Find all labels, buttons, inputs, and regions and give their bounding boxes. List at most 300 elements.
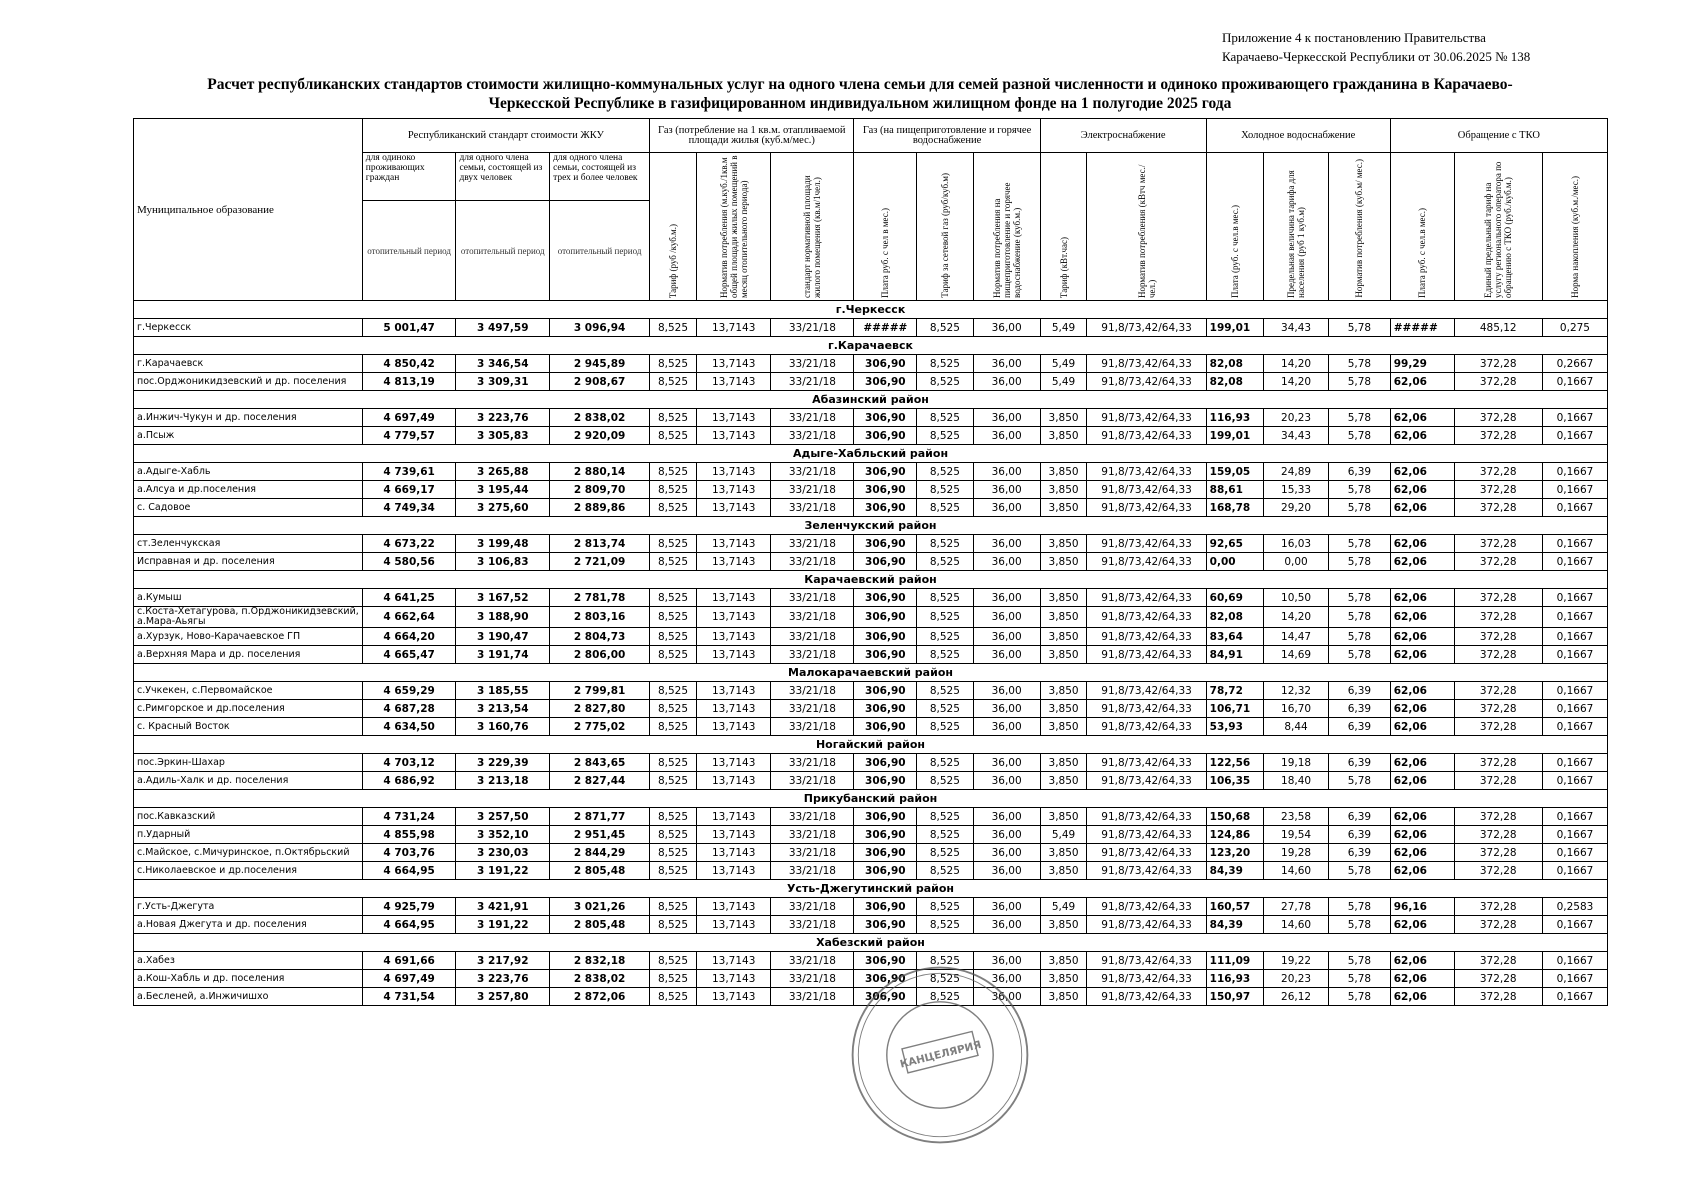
value-cell: 2 872,06 bbox=[550, 988, 650, 1006]
value-cell: 0,1667 bbox=[1542, 952, 1607, 970]
municipality-cell: г.Черкесск bbox=[134, 319, 363, 337]
value-cell: 8,525 bbox=[917, 589, 973, 607]
header-waste-payment: Плата руб. с чел.в мес.) bbox=[1390, 153, 1454, 301]
value-cell: 150,97 bbox=[1206, 988, 1263, 1006]
value-cell: 3,850 bbox=[1040, 916, 1087, 934]
value-cell: 3 021,26 bbox=[550, 898, 650, 916]
value-cell: 8,525 bbox=[650, 718, 697, 736]
table-row bbox=[134, 553, 1608, 571]
municipality-cell: а.Адыге-Хабль bbox=[134, 463, 363, 481]
municipality-cell: с.Майское, с.Мичуринское, п.Октябрьский bbox=[134, 844, 363, 862]
value-cell: 2 721,09 bbox=[550, 553, 650, 571]
value-cell: 199,01 bbox=[1206, 427, 1263, 445]
section-row bbox=[134, 790, 1608, 808]
value-cell: 124,86 bbox=[1206, 826, 1263, 844]
value-cell: 5,78 bbox=[1329, 373, 1391, 391]
value-cell: 3 257,50 bbox=[456, 808, 550, 826]
value-cell: 106,71 bbox=[1206, 700, 1263, 718]
value-cell: 91,8/73,42/64,33 bbox=[1087, 499, 1206, 517]
value-cell: 5,49 bbox=[1040, 826, 1087, 844]
value-cell: 150,68 bbox=[1206, 808, 1263, 826]
section-title: Ногайский район bbox=[134, 736, 1608, 754]
value-cell: 4 687,28 bbox=[362, 700, 456, 718]
value-cell: 3,850 bbox=[1040, 808, 1087, 826]
section-row bbox=[134, 880, 1608, 898]
value-cell: 116,93 bbox=[1206, 970, 1263, 988]
header-municipality: Муниципальное образование bbox=[134, 119, 363, 301]
value-cell: 91,8/73,42/64,33 bbox=[1087, 898, 1206, 916]
value-cell: 13,7143 bbox=[696, 427, 770, 445]
value-cell: 53,93 bbox=[1206, 718, 1263, 736]
value-cell: 0,2667 bbox=[1542, 355, 1607, 373]
header-heating-period: отопительный период bbox=[550, 201, 650, 301]
value-cell: 3,850 bbox=[1040, 589, 1087, 607]
value-cell: 8,525 bbox=[650, 970, 697, 988]
stamp-label: КАНЦЕЛЯРИЯ bbox=[898, 1038, 983, 1071]
value-cell: 2 827,44 bbox=[550, 772, 650, 790]
value-cell: 2 838,02 bbox=[550, 970, 650, 988]
value-cell: 0,1667 bbox=[1542, 646, 1607, 664]
municipality-cell: с. Садовое bbox=[134, 499, 363, 517]
municipality-cell: а.Новая Джегута и др. поселения bbox=[134, 916, 363, 934]
value-cell: 92,65 bbox=[1206, 535, 1263, 553]
value-cell: 36,00 bbox=[973, 826, 1040, 844]
table-row bbox=[134, 898, 1608, 916]
value-cell: 3 275,60 bbox=[456, 499, 550, 517]
value-cell: 2 775,02 bbox=[550, 718, 650, 736]
value-cell: 33/21/18 bbox=[771, 952, 854, 970]
value-cell: 91,8/73,42/64,33 bbox=[1087, 535, 1206, 553]
value-cell: 0,1667 bbox=[1542, 754, 1607, 772]
value-cell: 2 805,48 bbox=[550, 916, 650, 934]
value-cell: 111,09 bbox=[1206, 952, 1263, 970]
table-row bbox=[134, 718, 1608, 736]
value-cell: 36,00 bbox=[973, 952, 1040, 970]
value-cell: 8,44 bbox=[1264, 718, 1329, 736]
value-cell: 306,90 bbox=[854, 499, 917, 517]
table-row bbox=[134, 481, 1608, 499]
value-cell: 36,00 bbox=[973, 499, 1040, 517]
value-cell: 0,2583 bbox=[1542, 898, 1607, 916]
value-cell: 306,90 bbox=[854, 826, 917, 844]
municipality-cell: с.Коста-Хетагурова, п.Орджоникидзевский, а.Мара-Аьягы bbox=[134, 607, 363, 628]
value-cell: 14,20 bbox=[1264, 373, 1329, 391]
value-cell: 0,1667 bbox=[1542, 916, 1607, 934]
value-cell: 2 908,67 bbox=[550, 373, 650, 391]
value-cell: 13,7143 bbox=[696, 589, 770, 607]
section-title: Прикубанский район bbox=[134, 790, 1608, 808]
value-cell: 6,39 bbox=[1329, 844, 1391, 862]
value-cell: 33/21/18 bbox=[771, 898, 854, 916]
value-cell: 306,90 bbox=[854, 589, 917, 607]
value-cell: 33/21/18 bbox=[771, 607, 854, 628]
value-cell: 4 703,12 bbox=[362, 754, 456, 772]
value-cell: 306,90 bbox=[854, 754, 917, 772]
value-cell: 2 804,73 bbox=[550, 628, 650, 646]
value-cell: 26,12 bbox=[1264, 988, 1329, 1006]
value-cell: 4 634,50 bbox=[362, 718, 456, 736]
value-cell: 372,28 bbox=[1454, 862, 1542, 880]
value-cell: 3 257,80 bbox=[456, 988, 550, 1006]
value-cell: 36,00 bbox=[973, 754, 1040, 772]
value-cell: 6,39 bbox=[1329, 826, 1391, 844]
header-water-norm: Норматив потребления (куб.м/ мес.) bbox=[1329, 153, 1391, 301]
value-cell: 5 001,47 bbox=[362, 319, 456, 337]
municipality-cell: а.Кош-Хабль и др. поселения bbox=[134, 970, 363, 988]
value-cell: 0,1667 bbox=[1542, 535, 1607, 553]
value-cell: 33/21/18 bbox=[771, 628, 854, 646]
value-cell: 33/21/18 bbox=[771, 754, 854, 772]
value-cell: 33/21/18 bbox=[771, 589, 854, 607]
table-row bbox=[134, 409, 1608, 427]
value-cell: 36,00 bbox=[973, 628, 1040, 646]
value-cell: 3 199,48 bbox=[456, 535, 550, 553]
value-cell: 4 665,47 bbox=[362, 646, 456, 664]
value-cell: 62,06 bbox=[1390, 988, 1454, 1006]
value-cell: 159,05 bbox=[1206, 463, 1263, 481]
municipality-cell: а.Алсуа и др.поселения bbox=[134, 481, 363, 499]
value-cell: 0,1667 bbox=[1542, 373, 1607, 391]
value-cell: 5,49 bbox=[1040, 355, 1087, 373]
value-cell: 62,06 bbox=[1390, 628, 1454, 646]
value-cell: 36,00 bbox=[973, 682, 1040, 700]
value-cell: 6,39 bbox=[1329, 718, 1391, 736]
value-cell: 8,525 bbox=[650, 844, 697, 862]
section-row bbox=[134, 664, 1608, 682]
value-cell: 14,60 bbox=[1264, 862, 1329, 880]
value-cell: 13,7143 bbox=[696, 373, 770, 391]
value-cell: 372,28 bbox=[1454, 916, 1542, 934]
value-cell: 2 843,65 bbox=[550, 754, 650, 772]
value-cell: 19,18 bbox=[1264, 754, 1329, 772]
value-cell: 8,525 bbox=[650, 646, 697, 664]
value-cell: 0,1667 bbox=[1542, 628, 1607, 646]
value-cell: 4 659,29 bbox=[362, 682, 456, 700]
table-row bbox=[134, 499, 1608, 517]
value-cell: 3 106,83 bbox=[456, 553, 550, 571]
value-cell: 3,850 bbox=[1040, 427, 1087, 445]
municipality-cell: Исправная и др. поселения bbox=[134, 553, 363, 571]
value-cell: 3 188,90 bbox=[456, 607, 550, 628]
value-cell: 106,35 bbox=[1206, 772, 1263, 790]
value-cell: 8,525 bbox=[917, 535, 973, 553]
table-row bbox=[134, 844, 1608, 862]
value-cell: 14,47 bbox=[1264, 628, 1329, 646]
value-cell: 3,850 bbox=[1040, 409, 1087, 427]
value-cell: 62,06 bbox=[1390, 589, 1454, 607]
value-cell: 122,56 bbox=[1206, 754, 1263, 772]
value-cell: 36,00 bbox=[973, 898, 1040, 916]
value-cell: 4 703,76 bbox=[362, 844, 456, 862]
value-cell: 36,00 bbox=[973, 718, 1040, 736]
header-network-gas-tariff: Тариф за сетевой газ (руб/куб.м) bbox=[917, 153, 973, 301]
value-cell: 4 686,92 bbox=[362, 772, 456, 790]
value-cell: 0,1667 bbox=[1542, 970, 1607, 988]
value-cell: 36,00 bbox=[973, 427, 1040, 445]
value-cell: 91,8/73,42/64,33 bbox=[1087, 970, 1206, 988]
value-cell: 306,90 bbox=[854, 355, 917, 373]
value-cell: 8,525 bbox=[650, 499, 697, 517]
value-cell: 5,78 bbox=[1329, 319, 1391, 337]
value-cell: 91,8/73,42/64,33 bbox=[1087, 319, 1206, 337]
value-cell: 2 844,29 bbox=[550, 844, 650, 862]
value-cell: 96,16 bbox=[1390, 898, 1454, 916]
value-cell: 36,00 bbox=[973, 646, 1040, 664]
value-cell: 13,7143 bbox=[696, 553, 770, 571]
appendix-note bbox=[1222, 28, 1530, 66]
value-cell: 13,7143 bbox=[696, 535, 770, 553]
table-row bbox=[134, 535, 1608, 553]
value-cell: 13,7143 bbox=[696, 952, 770, 970]
value-cell: 2 880,14 bbox=[550, 463, 650, 481]
table-row bbox=[134, 589, 1608, 607]
value-cell: 0,1667 bbox=[1542, 553, 1607, 571]
table-row bbox=[134, 628, 1608, 646]
value-cell: 8,525 bbox=[650, 700, 697, 718]
value-cell: 6,39 bbox=[1329, 700, 1391, 718]
value-cell: 2 781,78 bbox=[550, 589, 650, 607]
table-row bbox=[134, 700, 1608, 718]
value-cell: 372,28 bbox=[1454, 700, 1542, 718]
value-cell: 3,850 bbox=[1040, 988, 1087, 1006]
value-cell: 13,7143 bbox=[696, 916, 770, 934]
value-cell: 3,850 bbox=[1040, 700, 1087, 718]
value-cell: 27,78 bbox=[1264, 898, 1329, 916]
value-cell: 8,525 bbox=[650, 427, 697, 445]
value-cell: 306,90 bbox=[854, 772, 917, 790]
value-cell: 5,78 bbox=[1329, 481, 1391, 499]
value-cell: 372,28 bbox=[1454, 826, 1542, 844]
value-cell: 3,850 bbox=[1040, 970, 1087, 988]
value-cell: 3,850 bbox=[1040, 718, 1087, 736]
section-title: Малокарачаевский район bbox=[134, 664, 1608, 682]
value-cell: 3 223,76 bbox=[456, 970, 550, 988]
value-cell: 168,78 bbox=[1206, 499, 1263, 517]
value-cell: 91,8/73,42/64,33 bbox=[1087, 607, 1206, 628]
value-cell: 3 213,18 bbox=[456, 772, 550, 790]
value-cell: 3,850 bbox=[1040, 628, 1087, 646]
value-cell: 6,39 bbox=[1329, 463, 1391, 481]
value-cell: 62,06 bbox=[1390, 553, 1454, 571]
value-cell: 91,8/73,42/64,33 bbox=[1087, 355, 1206, 373]
value-cell: 8,525 bbox=[917, 952, 973, 970]
value-cell: 4 855,98 bbox=[362, 826, 456, 844]
value-cell: 5,78 bbox=[1329, 427, 1391, 445]
value-cell: 3 265,88 bbox=[456, 463, 550, 481]
value-cell: 91,8/73,42/64,33 bbox=[1087, 646, 1206, 664]
value-cell: 91,8/73,42/64,33 bbox=[1087, 628, 1206, 646]
municipality-cell: г.Усть-Джегута bbox=[134, 898, 363, 916]
value-cell: 372,28 bbox=[1454, 772, 1542, 790]
table-row bbox=[134, 646, 1608, 664]
value-cell: 8,525 bbox=[917, 373, 973, 391]
value-cell: 8,525 bbox=[650, 589, 697, 607]
value-cell: 8,525 bbox=[650, 862, 697, 880]
value-cell: 5,78 bbox=[1329, 952, 1391, 970]
value-cell: 8,525 bbox=[917, 682, 973, 700]
value-cell: 3,850 bbox=[1040, 535, 1087, 553]
table-row bbox=[134, 682, 1608, 700]
value-cell: 8,525 bbox=[917, 499, 973, 517]
value-cell: 8,525 bbox=[917, 808, 973, 826]
value-cell: 33/21/18 bbox=[771, 700, 854, 718]
value-cell: 62,06 bbox=[1390, 535, 1454, 553]
value-cell: 62,06 bbox=[1390, 427, 1454, 445]
section-row bbox=[134, 736, 1608, 754]
value-cell: 62,06 bbox=[1390, 409, 1454, 427]
value-cell: 2 871,77 bbox=[550, 808, 650, 826]
value-cell: 0,1667 bbox=[1542, 844, 1607, 862]
value-cell: 83,64 bbox=[1206, 628, 1263, 646]
value-cell: 3,850 bbox=[1040, 463, 1087, 481]
value-cell: 36,00 bbox=[973, 553, 1040, 571]
value-cell: 3 309,31 bbox=[456, 373, 550, 391]
value-cell: 5,49 bbox=[1040, 373, 1087, 391]
value-cell: 91,8/73,42/64,33 bbox=[1087, 589, 1206, 607]
value-cell: 5,78 bbox=[1329, 898, 1391, 916]
value-cell: 23,58 bbox=[1264, 808, 1329, 826]
value-cell: 3 096,94 bbox=[550, 319, 650, 337]
value-cell: 8,525 bbox=[650, 607, 697, 628]
value-cell: 33/21/18 bbox=[771, 970, 854, 988]
value-cell: 4 697,49 bbox=[362, 409, 456, 427]
table-row bbox=[134, 916, 1608, 934]
value-cell: 0,1667 bbox=[1542, 427, 1607, 445]
value-cell: 4 813,19 bbox=[362, 373, 456, 391]
value-cell: 36,00 bbox=[973, 607, 1040, 628]
value-cell: 4 673,22 bbox=[362, 535, 456, 553]
appendix-line-1: Приложение 4 к постановлению Правительства bbox=[1222, 30, 1486, 45]
value-cell: 13,7143 bbox=[696, 898, 770, 916]
value-cell: 13,7143 bbox=[696, 970, 770, 988]
value-cell: 3 213,54 bbox=[456, 700, 550, 718]
value-cell: 62,06 bbox=[1390, 916, 1454, 934]
value-cell: 3 185,55 bbox=[456, 682, 550, 700]
value-cell: 306,90 bbox=[854, 718, 917, 736]
value-cell: 13,7143 bbox=[696, 808, 770, 826]
value-cell: 91,8/73,42/64,33 bbox=[1087, 808, 1206, 826]
value-cell: 372,28 bbox=[1454, 754, 1542, 772]
value-cell: 4 664,20 bbox=[362, 628, 456, 646]
value-cell: 3 346,54 bbox=[456, 355, 550, 373]
value-cell: 372,28 bbox=[1454, 409, 1542, 427]
section-row bbox=[134, 391, 1608, 409]
value-cell: 306,90 bbox=[854, 844, 917, 862]
value-cell: 372,28 bbox=[1454, 988, 1542, 1006]
section-row bbox=[134, 571, 1608, 589]
value-cell: 13,7143 bbox=[696, 700, 770, 718]
value-cell: 8,525 bbox=[917, 319, 973, 337]
value-cell: 13,7143 bbox=[696, 628, 770, 646]
value-cell: 2 799,81 bbox=[550, 682, 650, 700]
value-cell: 62,06 bbox=[1390, 826, 1454, 844]
value-cell: 91,8/73,42/64,33 bbox=[1087, 844, 1206, 862]
value-cell: 8,525 bbox=[917, 988, 973, 1006]
value-cell: 2 951,45 bbox=[550, 826, 650, 844]
value-cell: 33/21/18 bbox=[771, 844, 854, 862]
value-cell: 5,49 bbox=[1040, 898, 1087, 916]
value-cell: 3,850 bbox=[1040, 952, 1087, 970]
value-cell: 8,525 bbox=[917, 754, 973, 772]
value-cell: 62,06 bbox=[1390, 607, 1454, 628]
value-cell: 8,525 bbox=[650, 826, 697, 844]
value-cell: 4 691,66 bbox=[362, 952, 456, 970]
value-cell: 4 749,34 bbox=[362, 499, 456, 517]
section-row bbox=[134, 301, 1608, 319]
header-group-electricity: Электроснабжение bbox=[1040, 119, 1206, 153]
value-cell: 4 731,24 bbox=[362, 808, 456, 826]
value-cell: 13,7143 bbox=[696, 607, 770, 628]
value-cell: 8,525 bbox=[917, 916, 973, 934]
municipality-cell: пос.Кавказский bbox=[134, 808, 363, 826]
value-cell: 5,78 bbox=[1329, 535, 1391, 553]
value-cell: 36,00 bbox=[973, 808, 1040, 826]
value-cell: 372,28 bbox=[1454, 628, 1542, 646]
value-cell: 8,525 bbox=[917, 409, 973, 427]
header-cooking-norm: Норматив потребления на пищеприготовление и горячее водоснабжение (куб.м.) bbox=[973, 153, 1040, 301]
value-cell: 8,525 bbox=[650, 463, 697, 481]
header-area-standard: стандарт нормативной площади жилого помещения (кв.м/1чел.) bbox=[771, 153, 854, 301]
value-cell: 91,8/73,42/64,33 bbox=[1087, 700, 1206, 718]
value-cell: 3 191,74 bbox=[456, 646, 550, 664]
value-cell: 8,525 bbox=[917, 970, 973, 988]
value-cell: 91,8/73,42/64,33 bbox=[1087, 427, 1206, 445]
value-cell: 8,525 bbox=[650, 682, 697, 700]
value-cell: 84,39 bbox=[1206, 862, 1263, 880]
value-cell: 3,850 bbox=[1040, 862, 1087, 880]
value-cell: 33/21/18 bbox=[771, 373, 854, 391]
value-cell: 3 190,47 bbox=[456, 628, 550, 646]
value-cell: 33/21/18 bbox=[771, 355, 854, 373]
value-cell: 19,22 bbox=[1264, 952, 1329, 970]
value-cell: 8,525 bbox=[650, 319, 697, 337]
value-cell: 2 827,80 bbox=[550, 700, 650, 718]
value-cell: 8,525 bbox=[650, 754, 697, 772]
value-cell: 33/21/18 bbox=[771, 535, 854, 553]
value-cell: 33/21/18 bbox=[771, 862, 854, 880]
value-cell: 13,7143 bbox=[696, 682, 770, 700]
section-title: Карачаевский район bbox=[134, 571, 1608, 589]
value-cell: 8,525 bbox=[917, 862, 973, 880]
value-cell: 4 669,17 bbox=[362, 481, 456, 499]
value-cell: 0,00 bbox=[1206, 553, 1263, 571]
municipality-cell: с.Учкекен, с.Первомайское bbox=[134, 682, 363, 700]
value-cell: 13,7143 bbox=[696, 862, 770, 880]
value-cell: 0,1667 bbox=[1542, 499, 1607, 517]
value-cell: 6,39 bbox=[1329, 682, 1391, 700]
value-cell: 8,525 bbox=[917, 772, 973, 790]
value-cell: 0,1667 bbox=[1542, 988, 1607, 1006]
value-cell: 82,08 bbox=[1206, 607, 1263, 628]
value-cell: 91,8/73,42/64,33 bbox=[1087, 463, 1206, 481]
value-cell: 8,525 bbox=[917, 844, 973, 862]
value-cell: 13,7143 bbox=[696, 499, 770, 517]
value-cell: 3 191,22 bbox=[456, 862, 550, 880]
value-cell: 3 421,91 bbox=[456, 898, 550, 916]
value-cell: 3 305,83 bbox=[456, 427, 550, 445]
table-row bbox=[134, 427, 1608, 445]
value-cell: 8,525 bbox=[917, 607, 973, 628]
value-cell: 8,525 bbox=[650, 409, 697, 427]
section-title: Зеленчукский район bbox=[134, 517, 1608, 535]
header-heating-period: отопительный период bbox=[362, 201, 456, 301]
value-cell: 2 838,02 bbox=[550, 409, 650, 427]
municipality-cell: с. Красный Восток bbox=[134, 718, 363, 736]
value-cell: 306,90 bbox=[854, 808, 917, 826]
header-waste-tariff: Единый предельный тариф на услугу регионального оператора по обращению с ТКО (руб./куб.м.) bbox=[1454, 153, 1542, 301]
value-cell: 2 920,09 bbox=[550, 427, 650, 445]
value-cell: 2 945,89 bbox=[550, 355, 650, 373]
